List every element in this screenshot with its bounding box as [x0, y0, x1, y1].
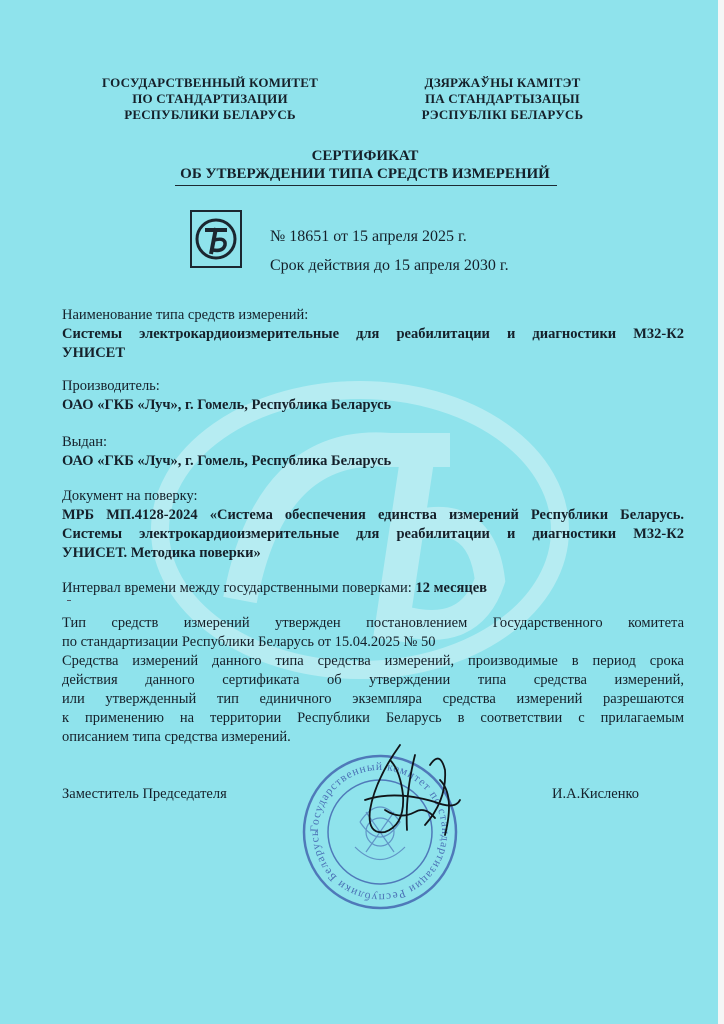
stray-mark	[67, 600, 71, 601]
approval-p2-line-1: Средства измерений данного типа средства измерений, производимые в период срока	[62, 653, 684, 669]
issued-to-label: Выдан:	[62, 434, 108, 450]
verification-doc-label: Документ на поверку:	[62, 488, 198, 504]
instrument-label: Наименование типа средств измерений:	[62, 307, 309, 323]
issued-to-value: ОАО «ГКБ «Луч», г. Гомель, Республика Беларусь	[62, 453, 392, 469]
manufacturer-label: Производитель:	[62, 378, 160, 394]
handwritten-signature	[345, 740, 465, 850]
approval-p2-line-3: или утвержденный тип единичного экземпляра средства измерений разрешаются	[62, 691, 684, 707]
header-ru-line-3: РЕСПУБЛИКИ БЕЛАРУСЬ	[124, 107, 296, 122]
title-underline	[175, 185, 557, 186]
certificate-number: № 18651 от 15 апреля 2025 г.	[270, 228, 467, 245]
approval-p1-line-2: по стандартизации Республики Беларусь от 15.04.2025 № 50	[62, 634, 436, 650]
approval-p1-line-1: Тип средств измерений утвержден постановлением Государственного комитета	[62, 615, 684, 631]
header-ru-line-2: ПО СТАНДАРТИЗАЦИИ	[132, 91, 288, 106]
verification-doc-line-3: УНИСЕТ. Методика поверки»	[62, 545, 261, 561]
certificate-validity: Срок действия до 15 апреля 2030 г.	[270, 257, 509, 274]
interval-value: 12 месяцев	[415, 580, 487, 596]
interval-section	[62, 579, 684, 598]
issued-to-section	[62, 433, 684, 471]
manufacturer-section	[62, 377, 684, 415]
approval-p2-line-2: действия данного сертификата об утверждении типа средства измерений,	[62, 672, 684, 688]
scan-edge	[718, 0, 724, 1024]
gosstandart-logo-icon	[190, 210, 242, 268]
header-russian	[95, 75, 325, 123]
approval-p2-line-4: к применению на территории Республики Беларусь в соответствии с прилагаемым	[62, 710, 684, 726]
seal-text: Государственный комитет по стандартизации Республики Беларусь	[308, 760, 452, 904]
title-line-1: СЕРТИФИКАТ	[311, 148, 419, 164]
verification-doc-section	[62, 487, 684, 563]
verification-doc-line-1: МРБ МП.4128-2024 «Система обеспечения единства измерений Республики Беларусь.	[62, 507, 684, 523]
header-by-line-2: ПА СТАНДАРТЫЗАЦЫІ	[424, 91, 581, 106]
approval-p2-line-5: описанием типа средства измерений.	[62, 729, 291, 745]
verification-doc-line-2: Системы электрокардиоизмерительные для реабилитации и диагностики М32-К2	[62, 526, 684, 542]
header-by-line-1: ДЗЯРЖАЎНЫ КАМІТЭТ	[424, 75, 581, 90]
certificate-title	[170, 147, 560, 183]
signatory-position: Заместитель Председателя	[62, 786, 227, 802]
signatory-name: И.А.Кисленко	[552, 786, 640, 802]
interval-label: Интервал времени между государственными поверками:	[62, 580, 412, 596]
header-by-line-3: РЭСПУБЛІКІ БЕЛАРУСЬ	[421, 107, 584, 122]
instrument-section	[62, 306, 684, 363]
manufacturer-value: ОАО «ГКБ «Луч», г. Гомель, Республика Беларусь	[62, 397, 392, 413]
header-ru-line-1: ГОСУДАРСТВЕННЫЙ КОМИТЕТ	[101, 75, 319, 90]
title-line-2: ОБ УТВЕРЖДЕНИИ ТИПА СРЕДСТВ ИЗМЕРЕНИЙ	[180, 166, 550, 182]
instrument-value-line-2: УНИСЕТ	[62, 345, 126, 361]
instrument-value-line-1: Системы электрокардиоизмерительные для реабилитации и диагностики М32-К2	[62, 326, 684, 342]
header-belarusian	[395, 75, 610, 123]
approval-section	[62, 614, 684, 747]
